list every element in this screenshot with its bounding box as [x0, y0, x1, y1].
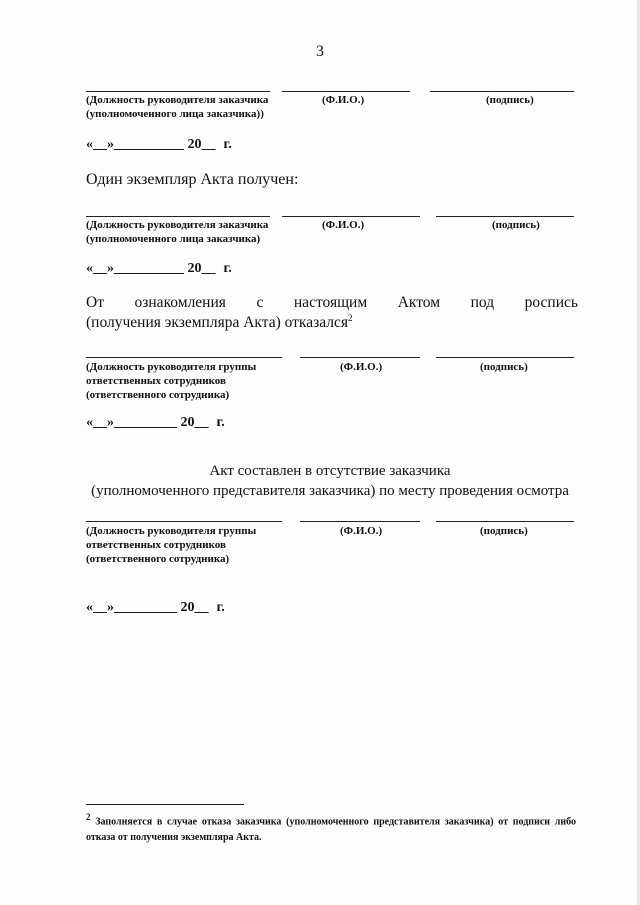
position-caption: [86, 360, 256, 402]
footnote-text: Заполняется в случае отказа заказчика (уполномоченного представителя заказчика) от подписи либо отказа от получения экземпляра Акта.: [86, 816, 576, 844]
page-number: 3: [316, 43, 324, 60]
absence-line: Акт составлен в отсутствие заказчика: [209, 463, 451, 479]
position-caption-line: (Должность руководителя группы: [86, 525, 257, 537]
signature-line-fio: [282, 216, 420, 217]
refusal-word: От: [86, 294, 104, 311]
signature-line-position: [86, 521, 282, 522]
footnote-reference: 2: [348, 313, 353, 323]
refusal-word: с: [256, 294, 264, 311]
refusal-word: под: [470, 294, 495, 311]
footnote-mark: 2: [86, 812, 91, 822]
date-blank: «__»_________ 20__: [86, 415, 209, 430]
signature-line-fio: [282, 91, 410, 92]
position-caption-line: (ответственного сотрудника): [86, 389, 230, 401]
year-suffix: г.: [223, 261, 232, 276]
position-caption: [86, 524, 256, 566]
position-caption: [86, 93, 268, 121]
footnote: [86, 809, 576, 846]
refusal-word: ознакомления: [134, 294, 226, 311]
fio-caption: (Ф.И.О.): [340, 525, 383, 537]
sign-caption: (подпись): [492, 219, 540, 231]
position-caption-line: (ответственного сотрудника): [86, 553, 230, 565]
absence-line: (уполномоченного представителя заказчика) по месту проведения осмотра: [91, 483, 569, 499]
sign-caption: (подпись): [480, 525, 528, 537]
footnote-separator: [86, 804, 244, 805]
refusal-line-2: [86, 313, 578, 332]
refusal-line-1: [86, 294, 578, 312]
received-heading: Один экземпляр Акта получен:: [86, 171, 299, 188]
signature-line-sign: [430, 91, 574, 92]
signature-line-position: [86, 357, 282, 358]
refusal-word: настоящим: [293, 294, 368, 311]
refusal-text: (получения экземпляра Акта) отказался: [86, 314, 348, 332]
signature-line-fio: [300, 357, 420, 358]
position-caption-line: (Должность руководителя группы: [86, 361, 257, 373]
refusal-word: Актом: [397, 294, 441, 311]
position-caption-line: (уполномоченного лица заказчика): [86, 233, 261, 245]
position-caption-line: (Должность руководителя заказчика: [86, 219, 269, 231]
refusal-word: роспись: [524, 294, 578, 311]
position-caption-line: ответственных сотрудников: [86, 539, 226, 551]
date-blank: «__»__________ 20__: [86, 137, 216, 152]
refusal-paragraph: [86, 294, 578, 332]
position-caption-line: (Должность руководителя заказчика: [86, 94, 269, 106]
year-suffix: г.: [223, 137, 232, 152]
signature-line-fio: [300, 521, 420, 522]
year-suffix: г.: [216, 415, 225, 430]
signature-line-sign: [436, 357, 574, 358]
signature-line-sign: [436, 521, 574, 522]
signature-line-sign: [436, 216, 574, 217]
date-line: [86, 137, 232, 153]
sign-caption: (подпись): [486, 94, 534, 106]
position-caption-line: (уполномоченного лица заказчика)): [86, 108, 264, 120]
date-line: [86, 600, 225, 616]
date-line: [86, 261, 232, 277]
signature-line-position: [86, 91, 270, 92]
fio-caption: (Ф.И.О.): [322, 94, 365, 106]
signature-line-position: [86, 216, 270, 217]
fio-caption: (Ф.И.О.): [322, 219, 365, 231]
sign-caption: (подпись): [480, 361, 528, 373]
date-blank: «__»__________ 20__: [86, 261, 216, 276]
date-line: [86, 415, 225, 431]
date-blank: «__»_________ 20__: [86, 600, 209, 615]
fio-caption: (Ф.И.О.): [340, 361, 383, 373]
absence-statement: [70, 461, 590, 501]
position-caption-line: ответственных сотрудников: [86, 375, 226, 387]
year-suffix: г.: [216, 600, 225, 615]
position-caption: [86, 218, 268, 246]
